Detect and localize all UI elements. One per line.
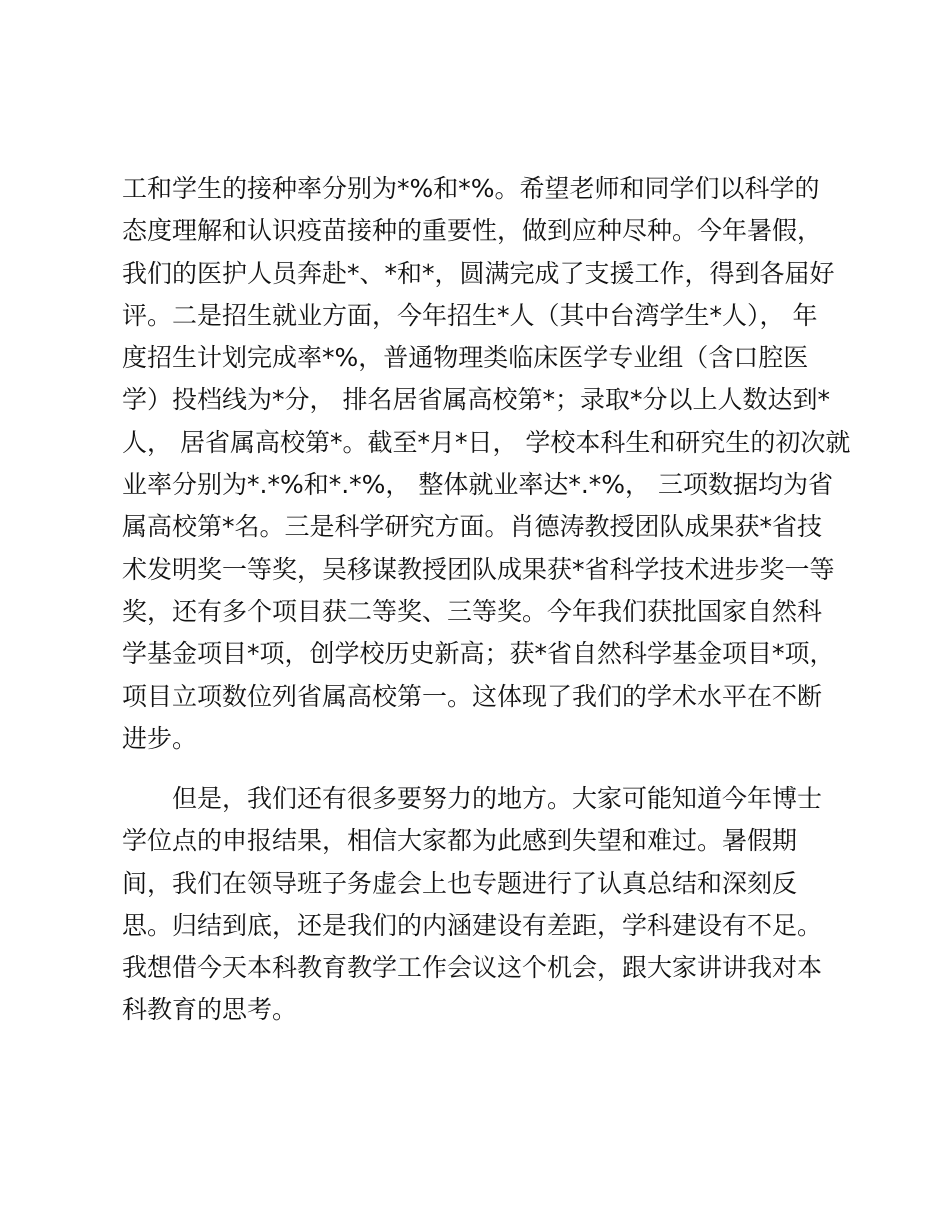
paragraph-2-line-5: 我想借今天本科教育教学工作会议这个机会，跟大家讲讲我对本	[122, 953, 823, 983]
paragraph-1-line-8: 业率分别为*.*%和*.*%， 整体就业率达*.*%， 三项数据均为省	[122, 470, 834, 500]
paragraph-1-line-10: 术发明奖一等奖，吴移谋教授团队成果获*省科学技术进步奖一等	[122, 554, 835, 584]
paragraph-1-line-13: 项目立项数位列省属高校第一。这体现了我们的学术水平在不断	[122, 681, 823, 711]
paragraph-2-line-2: 学位点的申报结果，相信大家都为此感到失望和难过。暑假期	[122, 826, 798, 856]
paragraph-1-line-2: 态度理解和认识疫苗接种的重要性，做到应种尽种。今年暑假，	[122, 216, 823, 246]
paragraph-2-line-6: 科教育的思考。	[122, 995, 298, 1025]
paragraph-1-line-11: 奖，还有多个项目获二等奖、三等奖。今年我们获批国家自然科	[122, 596, 823, 626]
paragraph-1-line-5: 度招生计划完成率*%，普通物理类临床医学专业组（含口腔医	[122, 343, 809, 373]
paragraph-1-line-6: 学）投档线为*分， 排名居省属高校第*；录取*分以上人数达到*	[122, 385, 830, 415]
paragraph-1	[122, 168, 851, 760]
paragraph-1-line-9: 属高校第*名。三是科学研究方面。肖德涛教授团队成果获*省技	[122, 512, 823, 542]
paragraph-1-line-3: 我们的医护人员奔赴*、*和*，圆满完成了支援工作，得到各届好	[122, 258, 835, 288]
paragraph-2-line-1: 但是，我们还有很多要努力的地方。大家可能知道今年博士	[122, 784, 823, 813]
paragraph-1-line-7: 人， 居省属高校第*。截至*月*日， 学校本科生和研究生的初次就	[122, 427, 851, 457]
paragraph-2-line-4: 思。归结到底，还是我们的内涵建设有差距，学科建设有不足。	[122, 910, 823, 940]
paragraph-1-line-4: 评。二是招生就业方面，今年招生*人（其中台湾学生*人）， 年	[122, 300, 818, 330]
paragraph-2-line-3: 间，我们在领导班子务虚会上也专题进行了认真总结和深刻反	[122, 868, 798, 898]
paragraph-1-line-12: 学基金项目*项，创学校历史新高；获*省自然科学基金项目*项，	[122, 639, 835, 669]
paragraph-1-line-14: 进步。	[122, 723, 198, 753]
paragraph-2	[122, 778, 842, 1032]
paragraph-1-line-1: 工和学生的接种率分别为*%和*%。希望老师和同学们以科学的	[122, 174, 820, 203]
